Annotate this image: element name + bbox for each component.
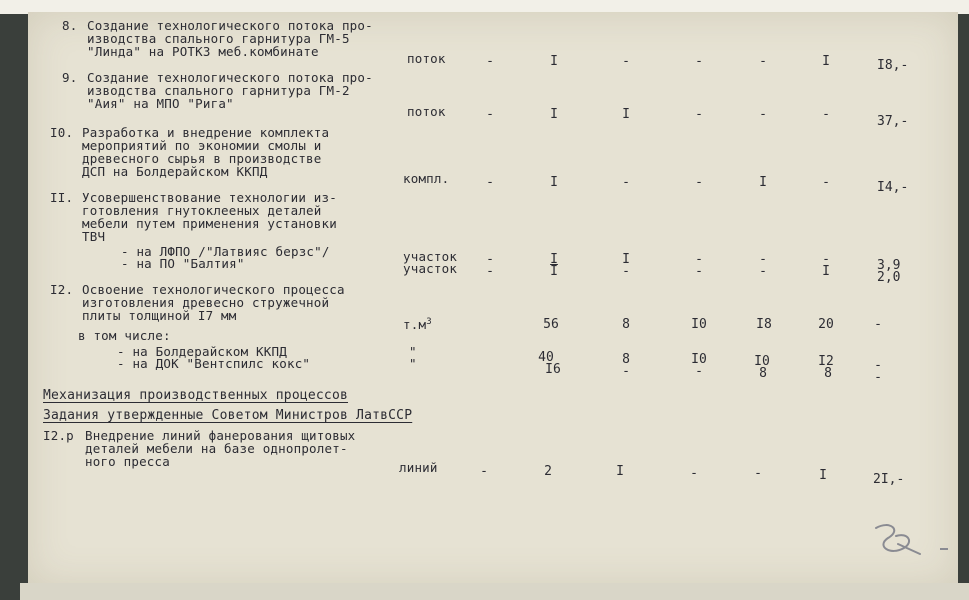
unit-cell: " (409, 344, 417, 359)
value-cell: - (480, 464, 488, 479)
value-cell: - (874, 317, 882, 332)
value-cell: - (622, 364, 630, 379)
value-cell: - (486, 252, 494, 267)
value-cell: - (759, 54, 767, 69)
unit-cell: " (409, 356, 417, 371)
row-number: 8. (62, 18, 78, 33)
row-text-line: Создание технологического потока про- (87, 18, 373, 33)
value-cell: - (822, 252, 830, 267)
value-total: I8,- (877, 58, 909, 73)
value-cell: - (695, 54, 703, 69)
row-text-line: изводства спального гарнитура ГМ-2 (87, 83, 350, 98)
value-cell: 8 (622, 352, 630, 367)
unit-cell: компл. (403, 171, 450, 186)
row-text-line: Разработка и внедрение комплекта (82, 125, 330, 140)
row-text-line: "Аия" на МПО "Рига" (87, 96, 234, 111)
value-cell: 8 (622, 317, 630, 332)
row-text-line: Усовершенствование технологии из- (82, 190, 337, 205)
value-cell: - (874, 358, 882, 373)
handwritten-mark-icon (868, 520, 928, 560)
value-cell: 2 (544, 464, 552, 479)
row-number: I2. (50, 282, 74, 297)
row-text-line: готовления гнутоклееных деталей (82, 203, 322, 218)
unit-cell: поток (407, 104, 446, 119)
value-cell: - (622, 264, 630, 279)
row-text-line: Создание технологического потока про- (87, 70, 373, 85)
value-cell: I (550, 54, 558, 69)
row-text-line: мероприятий по экономии смолы и (82, 138, 322, 153)
value-cell: - (486, 107, 494, 122)
value-cell: I0 (691, 352, 707, 367)
value-cell: I (616, 464, 624, 479)
value-cell: 40 (538, 350, 554, 365)
value-cell: I6 (545, 362, 561, 377)
row-text-line: плиты толщиной I7 мм (82, 308, 237, 323)
row-text-line: изводства спального гарнитура ГМ-5 (87, 31, 350, 46)
unit-cell: участок (403, 249, 458, 264)
value-cell: - (754, 466, 762, 481)
value-cell: - (759, 252, 767, 267)
value-total: I4,- (877, 180, 909, 195)
value-cell: 8 (759, 366, 767, 381)
value-cell: - (759, 107, 767, 122)
row-text-line: "Линда" на РОТКЗ меб.комбинате (87, 44, 319, 59)
sub-row-text: - на ЛФПО /"Латвияс берзс"/ (121, 244, 330, 259)
value-cell: - (622, 54, 630, 69)
value-cell: I (622, 107, 630, 122)
value-cell: 56 (543, 317, 559, 332)
value-cell: - (695, 107, 703, 122)
unit-cell: линий (399, 460, 438, 475)
value-cell: - (486, 175, 494, 190)
unit-cell: поток (407, 51, 446, 66)
including-label: в том числе: (78, 328, 171, 343)
value-cell: I0 (691, 317, 707, 332)
row-text-line: мебели путем применения установки (82, 216, 337, 231)
row-text-line: древесного сырья в производстве (82, 151, 322, 166)
value-cell: - (695, 175, 703, 190)
row-text-line: Внедрение линий фанерования щитовых (85, 428, 356, 443)
value-cell: I (550, 252, 558, 267)
value-cell: I (822, 54, 830, 69)
row-text-line: ТВЧ (82, 229, 106, 244)
value-cell: I (550, 264, 558, 279)
value-total: 37,- (877, 114, 909, 129)
value-cell: 8 (824, 366, 832, 381)
row-number: I2.р (43, 428, 74, 443)
value-cell: - (695, 264, 703, 279)
value-cell: I (550, 107, 558, 122)
section-heading: Задания утвержденные Советом Министров ЛатвССР (43, 408, 413, 423)
value-cell: 20 (818, 317, 834, 332)
value-cell: I8 (756, 317, 772, 332)
value-cell: - (874, 370, 882, 385)
value-cell: I (759, 175, 767, 190)
value-total: 2I,- (873, 472, 905, 487)
value-cell: - (695, 252, 703, 267)
dash-mark (940, 548, 948, 550)
value-cell: I (622, 252, 630, 267)
value-cell: - (486, 54, 494, 69)
value-cell: I (819, 468, 827, 483)
row-number: I0. (50, 125, 74, 140)
value-cell: - (622, 175, 630, 190)
value-cell: I (822, 264, 830, 279)
value-cell: - (695, 364, 703, 379)
value-cell: - (822, 107, 830, 122)
page-bottom-edge (20, 583, 969, 600)
unit-cell: $т.м^3$ (403, 317, 432, 333)
value-cell: - (486, 264, 494, 279)
sub-row-text: - на Болдерайском ККПД (117, 344, 287, 359)
sub-row-text: - на ПО "Балтия" (121, 256, 245, 271)
value-cell: I2 (818, 354, 834, 369)
row-text-line: деталей мебели на базе однопролет- (85, 441, 348, 456)
value-total: 3,9 (877, 258, 901, 273)
value-total: 2,0 (877, 270, 901, 285)
row-text-line: Освоение технологического процесса (82, 282, 345, 297)
value-cell: - (759, 264, 767, 279)
row-number: II. (50, 190, 74, 205)
value-cell: - (690, 466, 698, 481)
section-heading: Механизация производственных процессов (43, 388, 349, 403)
row-text-line: ного пресса (85, 454, 170, 469)
sub-row-text: - на ДОК "Вентспилс кокс" (117, 356, 311, 371)
value-cell: I0 (754, 354, 770, 369)
unit-cell: участок (403, 261, 458, 276)
row-number: 9. (62, 70, 78, 85)
value-cell: I (550, 175, 558, 190)
row-text-line: ДСП на Болдерайском ККПД (82, 164, 268, 179)
value-cell: - (822, 175, 830, 190)
row-text-line: изготовления древесно стружечной (82, 295, 330, 310)
